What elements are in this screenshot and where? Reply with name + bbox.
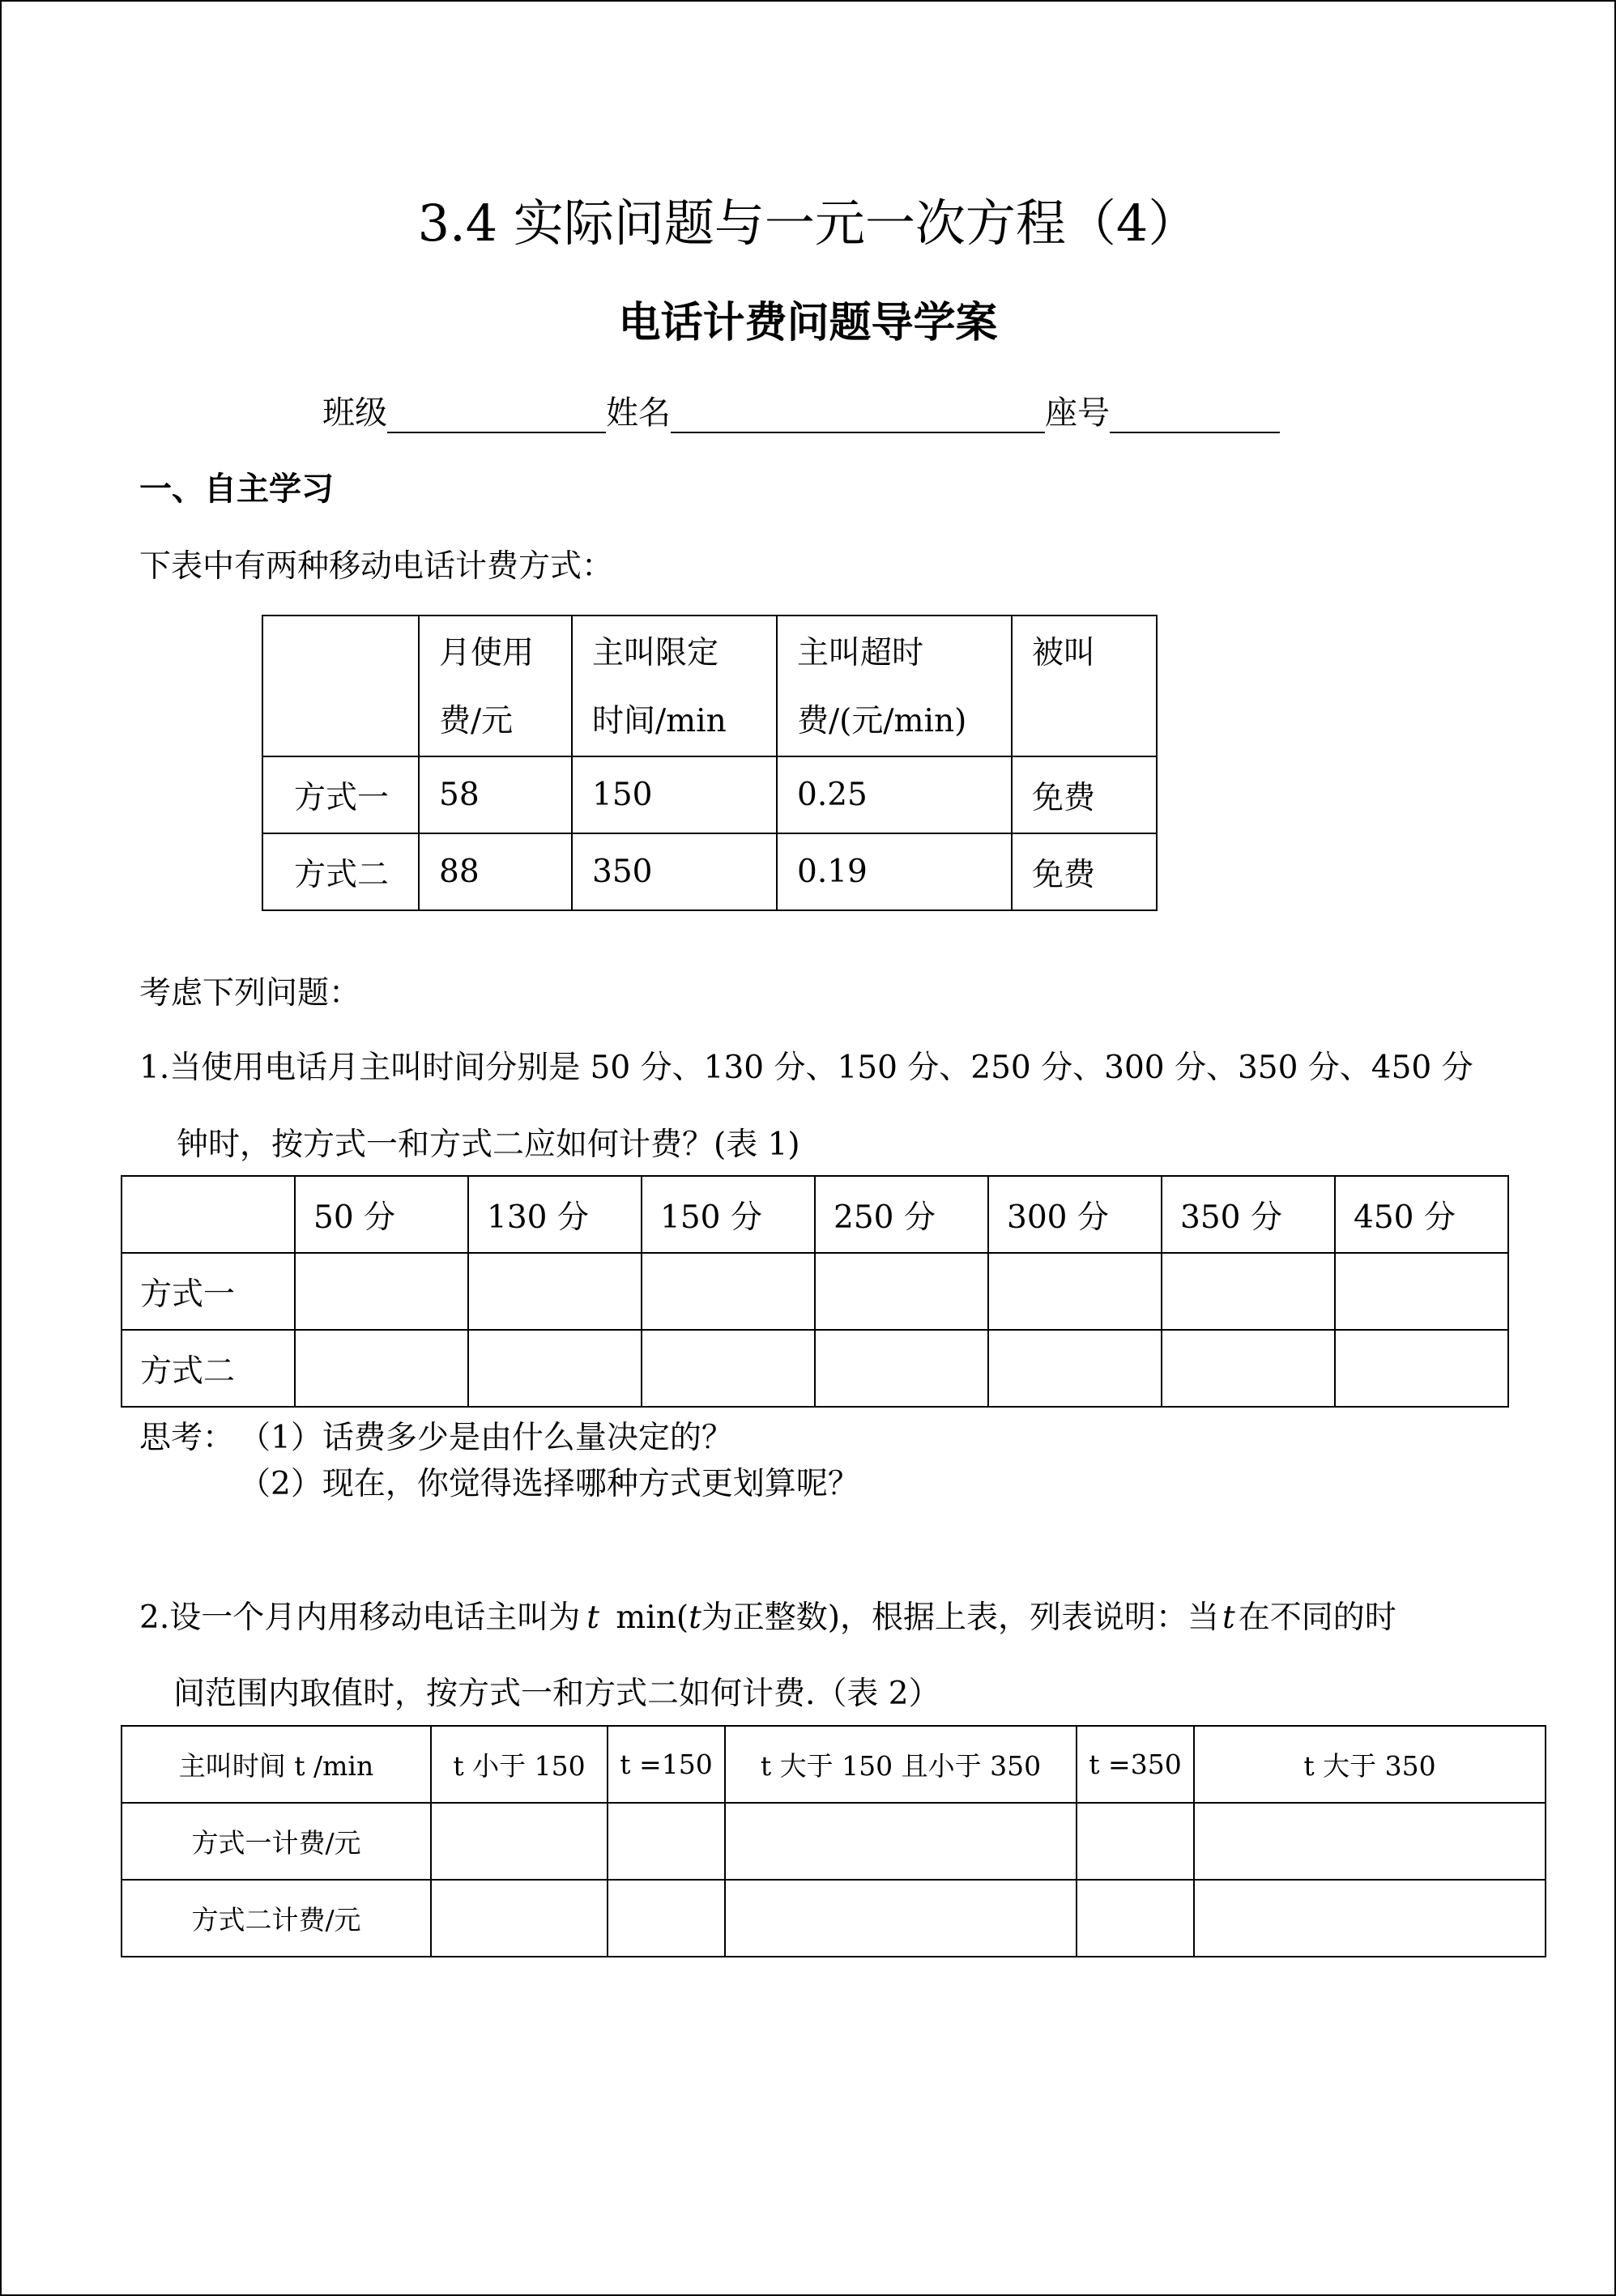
student-info-row [322,387,1280,433]
table-header-cell: 300 分 [988,1176,1162,1253]
table-header-cell: 450 分 [1335,1176,1508,1253]
page-subtitle: 电话计费问题导学案 [618,299,998,347]
table-cell: 0.19 [777,833,1012,910]
table-header-cell: t =150 [608,1726,725,1803]
table-row [122,1330,1508,1407]
table-cell: 方式二 [262,833,419,910]
section-heading: 一、自主学习 [139,471,334,508]
fee-table-1 [121,1175,1509,1408]
table-cell: 350 [572,833,777,910]
answer-cell[interactable] [1194,1803,1546,1880]
table-header-cell: 150 分 [642,1176,815,1253]
table-cell: 免费 [1012,756,1157,833]
table-cell: 主叫限定 时间/min [572,616,777,756]
table-header-cell: t =350 [1077,1726,1194,1803]
answer-cell[interactable] [815,1330,988,1407]
fee-table-2 [121,1725,1546,1957]
answer-cell[interactable] [642,1253,815,1330]
answer-cell[interactable] [468,1253,642,1330]
table-row-label: 方式二 [122,1330,295,1407]
answer-cell[interactable] [1194,1880,1546,1957]
table-cell: 方式一 [262,756,419,833]
answer-cell[interactable] [468,1330,642,1407]
table-row [122,1726,1546,1803]
table-cell: 150 [572,756,777,833]
table-header-cell: 主叫时间 t /min [122,1726,431,1803]
answer-cell[interactable] [988,1330,1162,1407]
think-label: 思考： [139,1420,235,1456]
table-cell [262,616,419,756]
question-1-line2: 钟时，按方式一和方式二应如何计费？(表 1) [177,1127,800,1163]
think-question-2: （2）现在，你觉得选择哪种方式更划算呢？ [239,1466,859,1502]
table-row [122,1253,1508,1330]
answer-cell[interactable] [1335,1253,1508,1330]
answer-cell[interactable] [431,1880,608,1957]
answer-cell[interactable] [1162,1330,1335,1407]
table-cell: 88 [419,833,572,910]
table-header-cell: t 大于 350 [1194,1726,1546,1803]
answer-cell[interactable] [725,1880,1077,1957]
class-label: 班级 [322,394,387,432]
table-header-cell: 50 分 [295,1176,468,1253]
page-title: 3.4 实际问题与一元一次方程（4） [417,194,1199,253]
table-cell: 被叫 [1012,616,1157,756]
table-header-cell: t 大于 150 且小于 350 [725,1726,1077,1803]
table-row [122,1880,1546,1957]
answer-cell[interactable] [1077,1803,1194,1880]
table-cell: 58 [419,756,572,833]
table-row [122,1803,1546,1880]
question-2-line1: 2.设一个月内用移动电话主叫为 t min(t为正整数)，根据上表，列表说明：当 t 在不同的时 [139,1600,1396,1636]
table-row [122,1176,1508,1253]
table-header-cell: 130 分 [468,1176,642,1253]
table-row-label: 方式二计费/元 [122,1880,431,1957]
answer-cell[interactable] [295,1253,468,1330]
answer-cell[interactable] [608,1880,725,1957]
question-1-line1: 1.当使用电话月主叫时间分别是 50 分、130 分、150 分、250 分、300 分、350 分、450 分 [139,1050,1473,1086]
consider-text: 考虑下列问题： [139,975,361,1012]
answer-cell[interactable] [295,1330,468,1407]
name-label: 姓名 [606,394,671,432]
table-cell: 月使用 费/元 [419,616,572,756]
plan-table [262,615,1158,911]
table-row-label: 方式一 [122,1253,295,1330]
think-question-1: （1）话费多少是由什么量决定的？ [239,1420,733,1456]
answer-cell[interactable] [725,1803,1077,1880]
question-2-line2: 间范围内取值时，按方式一和方式二如何计费.（表 2） [173,1676,940,1712]
table-cell: 主叫超时 费/(元/min) [777,616,1012,756]
table-cell: 0.25 [777,756,1012,833]
table-header-cell: t 小于 150 [431,1726,608,1803]
table-cell [122,1176,295,1253]
table-header-cell: 350 分 [1162,1176,1335,1253]
answer-cell[interactable] [642,1330,815,1407]
table-row [262,756,1157,833]
answer-cell[interactable] [988,1253,1162,1330]
name-field[interactable] [671,396,1045,433]
table-row-label: 方式一计费/元 [122,1803,431,1880]
answer-cell[interactable] [1335,1330,1508,1407]
answer-cell[interactable] [815,1253,988,1330]
table-row [262,616,1157,756]
answer-cell[interactable] [1077,1880,1194,1957]
answer-cell[interactable] [608,1803,725,1880]
answer-cell[interactable] [1162,1253,1335,1330]
intro-text: 下表中有两种移动电话计费方式： [139,548,614,585]
table-row [262,833,1157,910]
seat-label: 座号 [1045,394,1110,432]
table-cell: 免费 [1012,833,1157,910]
table-header-cell: 250 分 [815,1176,988,1253]
answer-cell[interactable] [431,1803,608,1880]
class-field[interactable] [387,396,606,433]
seat-field[interactable] [1110,396,1280,433]
